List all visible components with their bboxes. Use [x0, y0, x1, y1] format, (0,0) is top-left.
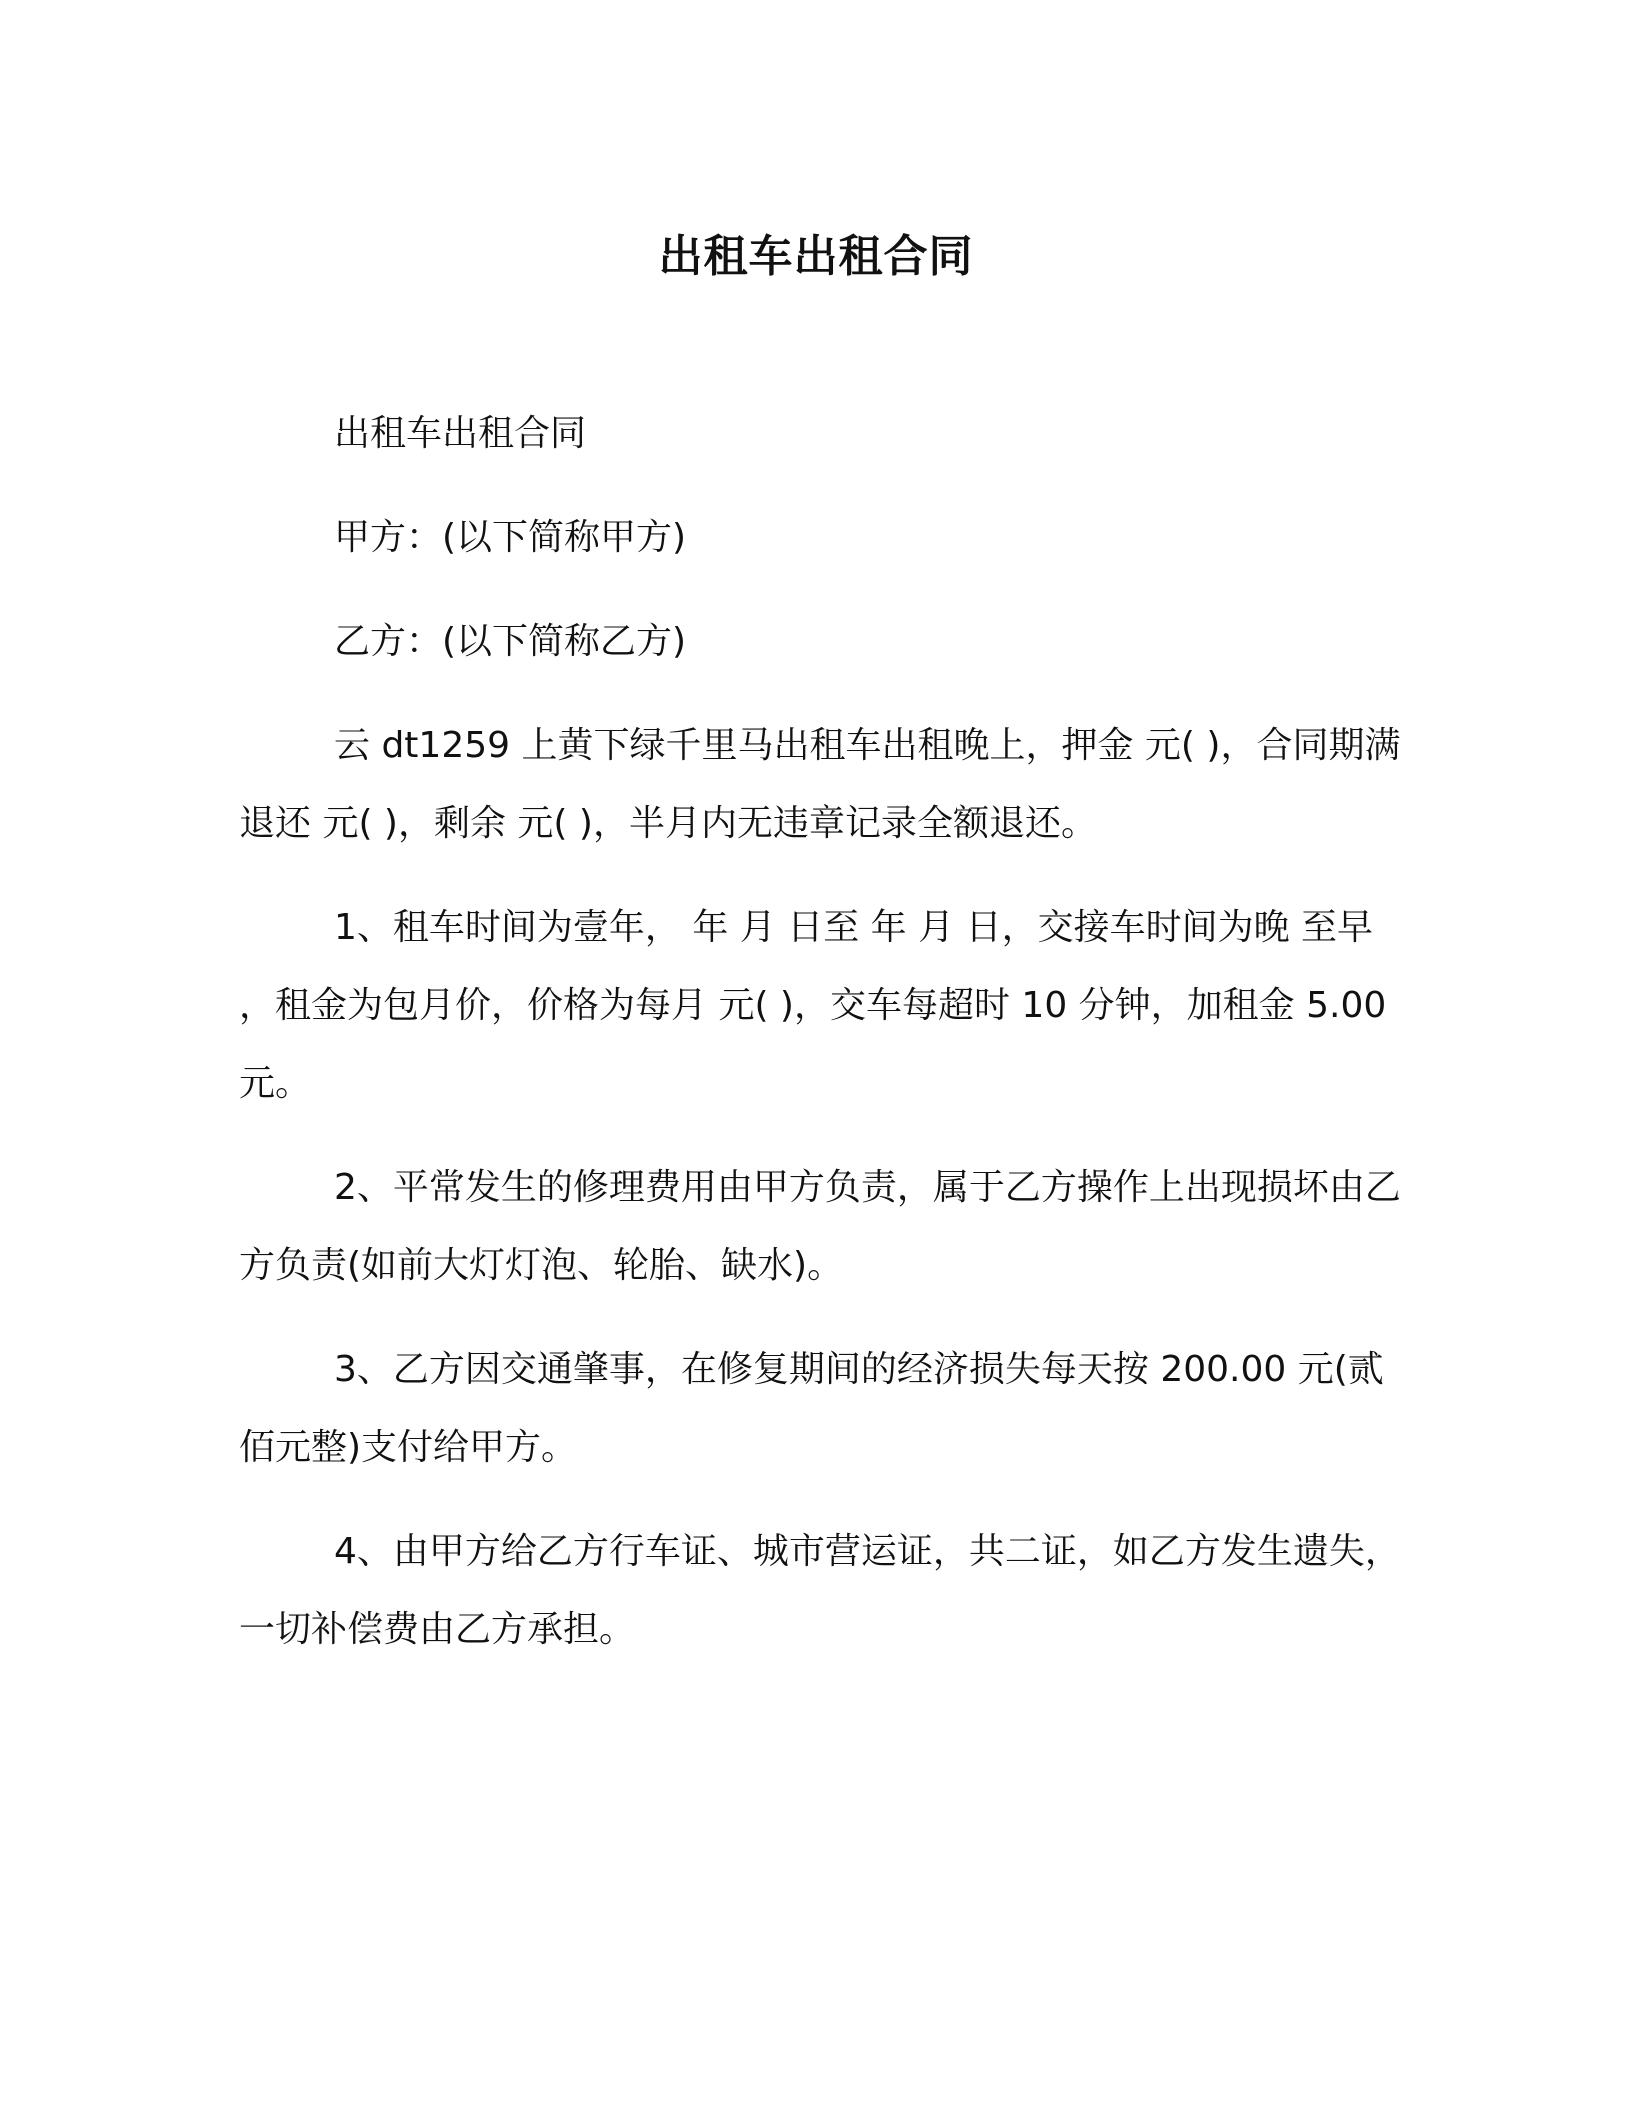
body-heading: 出租车出租合同 [334, 413, 587, 454]
clause-1: 1、租车时间为壹年， 年 月 日至 年 月 日，交接车时间为晚 至早 ，租金为包月价，价格为每月 元( )，交车每超时 10 分钟，加租金 5.00 元。 [239, 907, 1387, 1104]
intro-paragraph: 云 dt1259 上黄下绿千里马出租车出租晚上，押金 元( )，合同期满退还 元( )，剩余 元( )，半月内无违章记录全额退还。 [239, 725, 1401, 844]
party-b-line: 乙方：(以下简称乙方) [334, 621, 687, 662]
clause-4: 4、由甲方给乙方行车证、城市营运证，共二证，如乙方发生遗失，一切补偿费由乙方承担。 [239, 1531, 1401, 1650]
clause-3: 3、乙方因交通肇事，在修复期间的经济损失每天按 200.00 元(贰佰元整)支付给甲方。 [239, 1349, 1384, 1468]
document-title: 出租车出租合同 [658, 231, 974, 282]
document-body [239, 395, 1419, 1695]
party-a-line: 甲方：(以下简称甲方) [334, 517, 687, 558]
clause-2: 2、平常发生的修理费用由甲方负责，属于乙方操作上出现损坏由乙方负责(如前大灯灯泡、轮胎、缺水)。 [239, 1167, 1401, 1286]
